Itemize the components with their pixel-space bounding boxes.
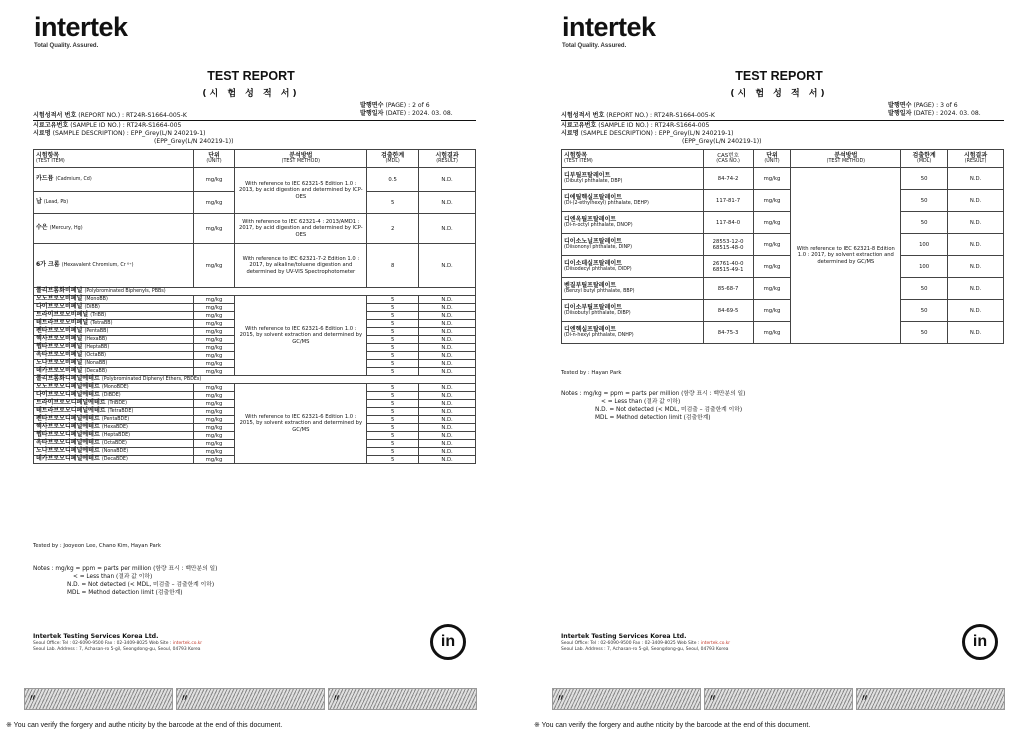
test-item: 헥사브로모디페닐에테르 (HexaBDE) (34, 424, 194, 432)
contact-info: Seoul Office: Tel : 02-6090-9500 Fax : 02-3409-8025 Web Site : intertek.co.kr Seoul Lab. Address : 7, Achasan-ro 5-gil, Seongdong-gu, Seoul, 04793 Korea (561, 641, 731, 652)
result-cell: N.D. (419, 360, 476, 368)
result-cell: N.D. (419, 448, 476, 456)
method-cell: With reference to IEC 62321-6 Edition 1.0 : 2015, by solvent extraction and determined by GC/MS (235, 296, 367, 376)
result-cell: N.D. (419, 320, 476, 328)
report-number: 시험성적서 번호 (REPORT NO.) : RT24R-S1664-005-K (561, 112, 715, 119)
result-cell: N.D. (948, 278, 1004, 300)
cas-cell: 28553-12-0 68515-48-0 (703, 234, 753, 256)
test-item: 테트라브로모디페닐에테르 (TetraBDE) (34, 408, 194, 416)
unit-cell: mg/kg (753, 300, 791, 322)
sample-description: 시료명 (SAMPLE DESCRIPTION) : EPP_Grey(L/N 240219-1) (561, 130, 734, 137)
sample-id: 시료고유번호 (SAMPLE ID NO.) : RT24R-S1664-005 (33, 122, 182, 129)
result-cell: N.D. (419, 336, 476, 344)
notes: Notes : mg/kg = ppm = parts per million (함량 표시 : 백만분의 일) < = Less than (결과 값 이하) N.D. = Not detected (< MDL, 미검출 – 검출한계 이하) MDL = Method detection limit (검출한계) (33, 566, 218, 596)
verification-note: ※ You can verify the forgery and authe nticity by the barcode at the end of this document. (534, 722, 811, 729)
mdl-cell: 5 (367, 320, 419, 328)
mdl-cell: 50 (901, 212, 948, 234)
page-date-info: 발행면수 (PAGE) : 3 of 6 발행일자 (DATE) : 2024. 03. 08. (888, 102, 981, 117)
unit-cell: mg/kg (193, 440, 235, 448)
result-cell: N.D. (419, 432, 476, 440)
unit-cell: mg/kg (193, 320, 235, 328)
unit-cell: mg/kg (193, 392, 235, 400)
barcode-strip (24, 688, 477, 710)
unit-cell: mg/kg (193, 432, 235, 440)
unit-cell: mg/kg (193, 344, 235, 352)
test-item: 디이소데실프탈레이트 (Diisodecyl phthalate, DIDP) (562, 256, 704, 278)
result-cell: N.D. (419, 312, 476, 320)
result-cell: N.D. (419, 416, 476, 424)
sample-description-line2: (EPP_Grey(L/N 240219-1)) (154, 138, 234, 145)
cas-cell: 84-75-3 (703, 322, 753, 344)
mdl-cell: 5 (367, 448, 419, 456)
mdl-cell: 5 (367, 400, 419, 408)
company-name: Intertek Testing Services Korea Ltd. (33, 633, 159, 640)
unit-cell: mg/kg (193, 424, 235, 432)
test-item: 벤질부틸프탈레이트 (Benzyl butyl phthalate, BBP) (562, 278, 704, 300)
result-cell: N.D. (419, 392, 476, 400)
mdl-cell: 5 (367, 328, 419, 336)
table-row: 6가 크롬 (Hexavalent Chromium, Cr ⁶⁺) mg/kg With reference to IEC 62321-7-2 Edition 1.0 : 2017, by alkaline/toluene digestion and determined by UV-VIS Spectrophotometer 8 N.D. (34, 244, 476, 288)
report-title: TEST REPORT (735, 69, 823, 83)
table-row: 카드뮴 (Cadmium, Cd) mg/kg With reference to IEC 62321-5 Edition 1.0 : 2013, by acid digestion and determined by ICP-OES 0.5 N.D. (34, 168, 476, 192)
barcode: 〃 (856, 688, 1005, 710)
method-cell: With reference to IEC 62321-8 Edition 1.0 : 2017, by solvent extraction and determined by GC/MS (791, 168, 901, 344)
test-item: 다이브로모비페닐 (DiBB) (34, 304, 194, 312)
mdl-cell: 5 (367, 384, 419, 392)
mdl-cell: 50 (901, 322, 948, 344)
mdl-cell: 5 (367, 296, 419, 304)
mdl-cell: 5 (367, 416, 419, 424)
mdl-cell: 5 (367, 392, 419, 400)
cas-cell: 26761-40-0 68515-49-1 (703, 256, 753, 278)
result-cell: N.D. (419, 368, 476, 376)
result-cell: N.D. (419, 400, 476, 408)
mdl-cell: 5 (367, 424, 419, 432)
result-cell: N.D. (419, 456, 476, 464)
mdl-cell: 5 (367, 440, 419, 448)
test-item: 디부틸프탈레이트 (Dibutyl phthalate, DBP) (562, 168, 704, 190)
divider (561, 120, 1004, 121)
report-subtitle: (시 험 성 적 서) (202, 89, 300, 99)
report-title: TEST REPORT (207, 69, 295, 83)
unit-cell: mg/kg (753, 212, 791, 234)
result-cell: N.D. (419, 296, 476, 304)
logo-tagline: Total Quality. Assured. (34, 43, 99, 49)
cas-cell: 117-84-0 (703, 212, 753, 234)
test-item: 데카브로모디페닐에테르 (DecaBDE) (34, 456, 194, 464)
test-item: 옥타브로모디페닐에테르 (OctaBDE) (34, 440, 194, 448)
unit-cell: mg/kg (193, 352, 235, 360)
result-cell: N.D. (948, 212, 1004, 234)
barcode: 〃 (176, 688, 325, 710)
sample-id: 시료고유번호 (SAMPLE ID NO.) : RT24R-S1664-005 (561, 122, 710, 129)
table-row (562, 190, 1004, 212)
cas-cell: 84-69-5 (703, 300, 753, 322)
table-row (562, 212, 1004, 234)
test-item: 헥사브로모비페닐 (HexaBB) (34, 336, 194, 344)
group-row-pbb: 폴리브롬화비페닐 (Polybrominated Biphenyls, PBBs) (34, 288, 476, 296)
table-row (562, 168, 1004, 190)
mdl-cell: 5 (367, 456, 419, 464)
mdl-cell: 100 (901, 234, 948, 256)
cas-cell: 84-74-2 (703, 168, 753, 190)
phthalate-results-table (561, 149, 1004, 344)
tested-by: Tested by : Hayan Park (561, 370, 622, 376)
unit-cell: mg/kg (193, 296, 235, 304)
result-cell: N.D. (419, 304, 476, 312)
test-item: 트라이브로모비페닐 (TriBB) (34, 312, 194, 320)
website-link[interactable]: intertek.co.kr (172, 641, 203, 646)
mdl-cell: 5 (367, 368, 419, 376)
cas-cell: 85-68-7 (703, 278, 753, 300)
mdl-cell: 5 (367, 312, 419, 320)
test-item: 헵타브로모비페닐 (HeptaBB) (34, 344, 194, 352)
result-cell: N.D. (948, 190, 1004, 212)
unit-cell: mg/kg (193, 360, 235, 368)
test-results-table (33, 149, 476, 464)
unit-cell: mg/kg (193, 400, 235, 408)
unit-cell: mg/kg (193, 328, 235, 336)
test-item: 노나브로모디페닐에테르 (NonaBDE) (34, 448, 194, 456)
test-item: 디엔헥실프탈레이트 (Di-n-hexyl phthalate, DNHP) (562, 322, 704, 344)
intertek-logo: intertek (34, 12, 128, 42)
report-page-3 (534, 0, 1024, 743)
unit-cell: mg/kg (193, 416, 235, 424)
test-item: 펜타브로모비페닐 (PentaBB) (34, 328, 194, 336)
test-item: 테트라브로모비페닐 (TetraBB) (34, 320, 194, 328)
mdl-cell: 5 (367, 408, 419, 416)
mdl-cell: 5 (367, 336, 419, 344)
mdl-cell: 5 (367, 360, 419, 368)
unit-cell: mg/kg (753, 190, 791, 212)
mdl-cell: 5 (367, 344, 419, 352)
cas-cell: 117-81-7 (703, 190, 753, 212)
unit-cell: mg/kg (193, 368, 235, 376)
test-item: 모노브로모디페닐에테르 (MonoBDE) (34, 384, 194, 392)
unit-cell: mg/kg (193, 336, 235, 344)
result-cell: N.D. (419, 328, 476, 336)
unit-cell: mg/kg (193, 448, 235, 456)
barcode: 〃 (328, 688, 477, 710)
website-link[interactable]: intertek.co.kr (700, 641, 731, 646)
mdl-cell: 50 (901, 278, 948, 300)
result-cell: N.D. (948, 168, 1004, 190)
mdl-cell: 50 (901, 190, 948, 212)
unit-cell: mg/kg (753, 168, 791, 190)
test-item: 노나브로모비페닐 (NonaBB) (34, 360, 194, 368)
mdl-cell: 5 (367, 352, 419, 360)
test-item: 디이소부틸프탈레이트 (Diisobutyl phthalate, DIBP) (562, 300, 704, 322)
unit-cell: mg/kg (193, 304, 235, 312)
mdl-cell: 5 (367, 432, 419, 440)
result-cell: N.D. (948, 322, 1004, 344)
test-item: 디엔옥틸프탈레이트 (Di-n-octyl phthalate, DNOP) (562, 212, 704, 234)
barcode: 〃 (704, 688, 853, 710)
report-page-2 (6, 0, 496, 743)
result-cell: N.D. (419, 352, 476, 360)
test-item: 트라이브로모디페닐에테르 (TriBDE) (34, 400, 194, 408)
unit-cell: mg/kg (193, 408, 235, 416)
test-item: 디에틸헥실프탈레이트 (Di-(2-ethylhexyl) phthalate, DEHP) (562, 190, 704, 212)
intertek-logo: intertek (562, 12, 656, 42)
table-row (562, 256, 1004, 278)
unit-cell: mg/kg (193, 456, 235, 464)
result-cell: N.D. (419, 344, 476, 352)
table-header-row: 시험항목 (TEST ITEM) CAS번호 (CAS NO.) 단위 (UNIT) 분석방법 (TEST METHOD) 검출한계 (MDL) 시험결과 (RESULT) (562, 150, 1004, 168)
unit-cell: mg/kg (193, 312, 235, 320)
table-row (562, 234, 1004, 256)
result-cell: N.D. (419, 408, 476, 416)
mdl-cell: 50 (901, 300, 948, 322)
test-item: 디이소노닐프탈레이트 (Diisononyl phthalate, DINP) (562, 234, 704, 256)
sample-description: 시료명 (SAMPLE DESCRIPTION) : EPP_Grey(L/N 240219-1) (33, 130, 206, 137)
table-row (562, 300, 1004, 322)
intertek-seal-icon: in (430, 624, 466, 660)
barcode-strip (552, 688, 1005, 710)
intertek-seal-icon: in (962, 624, 998, 660)
table-row (562, 322, 1004, 344)
unit-cell: mg/kg (753, 234, 791, 256)
method-cell: With reference to IEC 62321-6 Edition 1.0 : 2015, by solvent extraction and determined by GC/MS (235, 384, 367, 464)
test-item: 펜타브로모디페닐에테르 (PentaBDE) (34, 416, 194, 424)
report-number: 시험성적서 번호 (REPORT NO.) : RT24R-S1664-005-K (33, 112, 187, 119)
mdl-cell: 5 (367, 304, 419, 312)
report-subtitle: (시 험 성 적 서) (730, 89, 828, 99)
unit-cell: mg/kg (753, 278, 791, 300)
unit-cell: mg/kg (753, 322, 791, 344)
result-cell: N.D. (948, 300, 1004, 322)
table-header-row: 시험항목 (TEST ITEM) 단위 (UNIT) 분석방법 (TEST METHOD) 검출한계 (MDL) 시험결과 (RESULT) (34, 150, 476, 168)
test-item: 다이브로모디페닐에테르 (DiBDE) (34, 392, 194, 400)
divider (33, 120, 476, 121)
result-cell: N.D. (948, 256, 1004, 278)
test-item: 모노브로모비페닐 (MonoBB) (34, 296, 194, 304)
table-row: 납 (Lead, Pb) mg/kg 5 N.D. (34, 192, 476, 214)
mdl-cell: 100 (901, 256, 948, 278)
page-date-info: 발행면수 (PAGE) : 2 of 6 발행일자 (DATE) : 2024. 03. 08. (360, 102, 453, 117)
contact-info: Seoul Office: Tel : 02-6090-9500 Fax : 02-3409-8025 Web Site : intertek.co.kr Seoul Lab. Address : 7, Achasan-ro 5-gil, Seongdong-gu, Seoul, 04793 Korea (33, 641, 203, 652)
barcode: 〃 (24, 688, 173, 710)
group-row-pbde: 폴리브롬화디페닐에테르 (Polybrominated Diphenyl Ethers, PBDEs) (34, 376, 476, 384)
table-row (562, 278, 1004, 300)
table-row: 수은 (Mercury, Hg) mg/kg With reference to IEC 62321-4 : 2013/AMD1 : 2017, by acid digestion and determined by ICP-OES 2 N.D. (34, 214, 476, 244)
test-item: 옥타브로모비페닐 (OctaBB) (34, 352, 194, 360)
result-cell: N.D. (419, 384, 476, 392)
result-cell: N.D. (419, 440, 476, 448)
mdl-cell: 50 (901, 168, 948, 190)
logo-tagline: Total Quality. Assured. (562, 43, 627, 49)
unit-cell: mg/kg (753, 256, 791, 278)
result-cell: N.D. (948, 234, 1004, 256)
barcode: 〃 (552, 688, 701, 710)
table-row (34, 296, 476, 304)
tested-by: Tested by : Jooyeon Lee, Chano Kim, Hayan Park (33, 543, 161, 549)
test-item: 데카브로모비페닐 (DecaBB) (34, 368, 194, 376)
sample-description-line2: (EPP_Grey(L/N 240219-1)) (682, 138, 762, 145)
company-name: Intertek Testing Services Korea Ltd. (561, 633, 687, 640)
verification-note: ※ You can verify the forgery and authe nticity by the barcode at the end of this document. (6, 722, 283, 729)
notes: Notes : mg/kg = ppm = parts per million (함량 표시 : 백만분의 일) < = Less than (결과 값 이하) N.D. = Not detected (< MDL, 미검출 – 검출한계 이하) MDL = Method detection limit (검출한계) (561, 391, 746, 421)
result-cell: N.D. (419, 424, 476, 432)
unit-cell: mg/kg (193, 384, 235, 392)
test-item: 헵타브로모디페닐에테르 (HeptaBDE) (34, 432, 194, 440)
